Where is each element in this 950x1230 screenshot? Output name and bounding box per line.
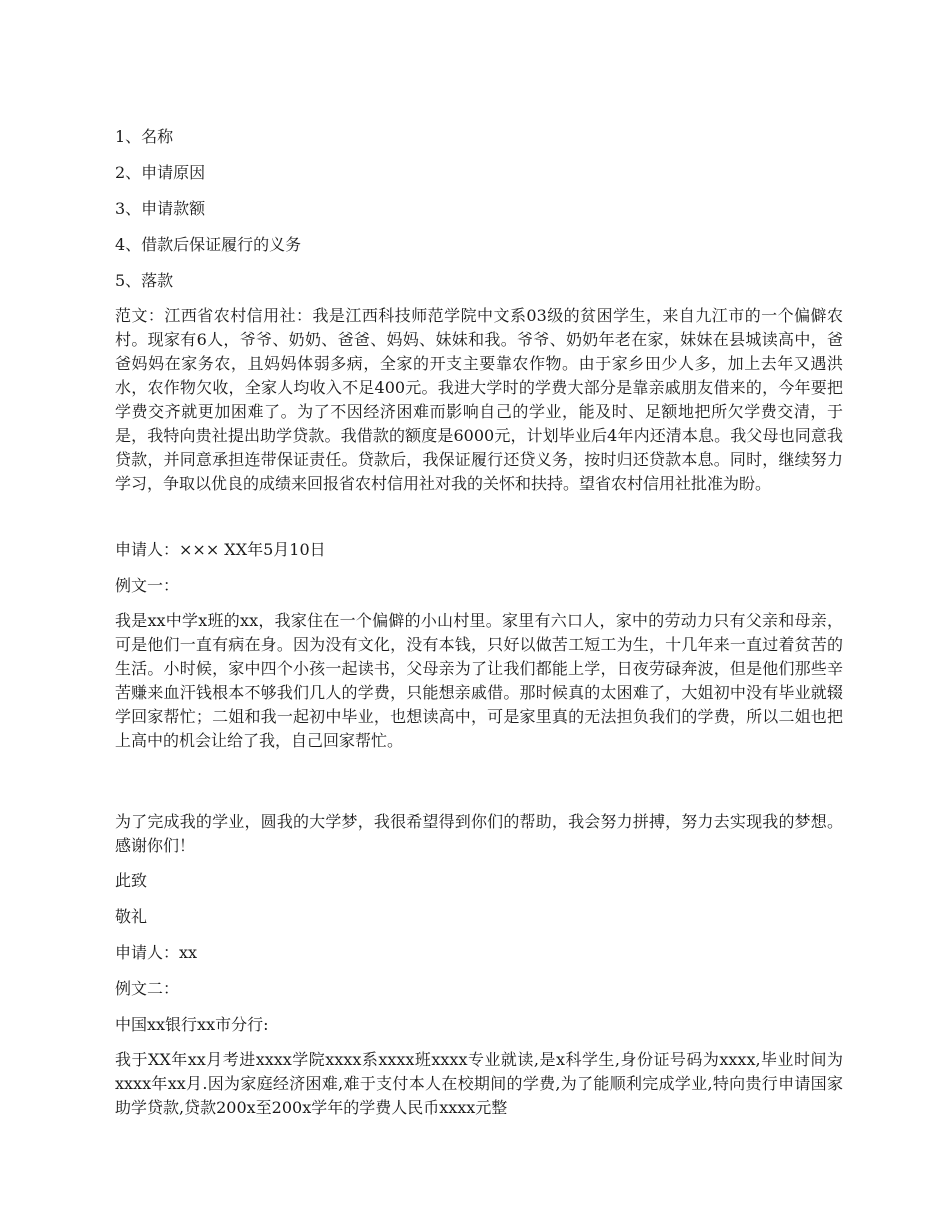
outline-item-name: 1、名称 bbox=[115, 127, 174, 146]
example2-heading: 例文二： bbox=[115, 979, 180, 998]
example2-body: 我于XX年xx月考进xxxx学院xxxx系xxxx班xxxx专业就读,是x科学生,身份证号码为xxxx,毕业时间为xxxx年xx月.因为家庭经济困难,难于支付本人在校期间的学费,为了能顺利完成学业,特向贵行申请国家助学贷款,贷款200x至200x学年的学费人民币xxxx元整 bbox=[115, 1050, 843, 1117]
sample-letter-body: 范文：江西省农村信用社：我是江西科技师范学院中文系03级的贫困学生，来自九江市的一个偏僻农村。现家有6人，爷爷、奶奶、爸爸、妈妈、妹妹和我。爷爷、奶奶年老在家，妹妹在县城读高中，爸爸妈妈在家务农，且妈妈体弱多病，全家的开支主要靠农作物。由于家乡田少人多，加上去年又遇洪水，农作物欠收，全家人均收入不足400元。我进大学时的学费大部分是靠亲戚朋友借来的，今年要把学费交齐就更加困难了。为了不因经济困难而影响自己的学业，能及时、足额地把所欠学费交清，于是，我特向贵社提出助学贷款。我借款的额度是6000元，计划毕业后4年内还清本息。我父母也同意我贷款，并同意承担连带保证责任。贷款后，我保证履行还贷义务，按时归还贷款本息。同时，继续努力学习，争取以优良的成绩来回报省农村信用社对我的关怀和扶持。望省农村信用社批准为盼。 bbox=[115, 306, 843, 493]
outline-item-obligations: 4、借款后保证履行的义务 bbox=[115, 235, 302, 254]
example1-salutation-jingli: 敬礼 bbox=[115, 907, 148, 926]
example1-heading: 例文一： bbox=[115, 576, 180, 595]
example1-closing: 为了完成我的学业，圆我的大学梦，我很希望得到你们的帮助，我会努力拼搏，努力去实现我的梦想。感谢你们！ bbox=[115, 812, 843, 855]
example2-addressee: 中国xx银行xx市分行: bbox=[115, 1015, 269, 1034]
outline-item-reason: 2、申请原因 bbox=[115, 163, 206, 182]
example1-signature: 申请人：xx bbox=[115, 943, 198, 962]
outline-item-amount: 3、申请款额 bbox=[115, 199, 206, 218]
example1-salutation-zhici: 此致 bbox=[115, 871, 148, 890]
sample-signature: 申请人：××× XX年5月10日 bbox=[115, 540, 326, 559]
outline-item-signoff: 5、落款 bbox=[115, 271, 174, 290]
example1-body: 我是xx中学x班的xx，我家住在一个偏僻的小山村里。家里有六口人，家中的劳动力只有父亲和母亲，可是他们一直有病在身。因为没有文化，没有本钱，只好以做苦工短工为生，十几年来一直过着贫苦的生活。小时候，家中四个小孩一起读书，父母亲为了让我们都能上学，日夜劳碌奔波，但是他们那些辛苦赚来血汗钱根本不够我们几人的学费，只能想亲戚借。那时候真的太困难了，大姐初中没有毕业就辍学回家帮忙；二姐和我一起初中毕业，也想读高中，可是家里真的无法担负我们的学费，所以二姐也把上高中的机会让给了我，自己回家帮忙。 bbox=[115, 611, 843, 750]
